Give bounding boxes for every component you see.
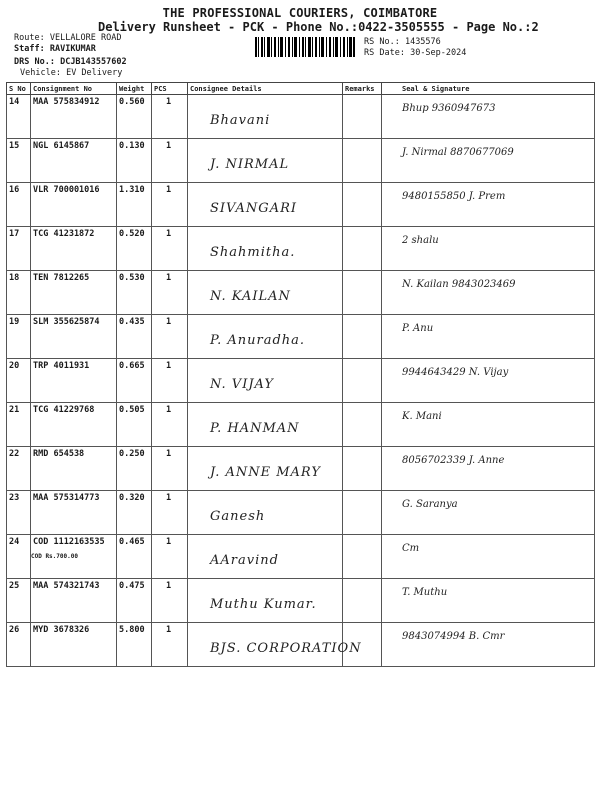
pcs-cell: 1 — [152, 139, 188, 183]
signature-cell — [382, 315, 595, 359]
sno-cell: 26 — [7, 623, 31, 667]
consignee-cell — [188, 139, 343, 183]
col-remarks: Remarks — [343, 83, 382, 95]
consignee-cell — [188, 623, 362, 667]
pcs-cell: 1 — [152, 403, 188, 447]
signature-cell — [382, 95, 595, 139]
drs-label: DRS No.: — [14, 57, 55, 67]
sno-cell: 17 — [7, 227, 31, 271]
table-body — [7, 95, 595, 667]
route-line — [14, 33, 122, 43]
handwritten-consignee-name: Ganesh — [210, 509, 266, 524]
consignment-cell — [31, 359, 117, 403]
rs-no-line — [364, 37, 441, 47]
staff-label: Staff: — [14, 44, 45, 54]
handwritten-consignee-name: J. NIRMAL — [210, 157, 290, 172]
vehicle-label: Vehicle: — [20, 68, 61, 78]
handwritten-signature: K. Mani — [402, 411, 442, 422]
handwritten-consignee-name: Shahmitha. — [210, 245, 296, 260]
signature-cell — [382, 271, 595, 315]
pcs-cell: 1 — [152, 359, 188, 403]
weight-cell: 0.505 — [117, 403, 152, 447]
handwritten-signature: 9480155850 J. Prem — [402, 191, 506, 202]
remarks-cell — [343, 183, 382, 227]
table-row — [7, 623, 595, 667]
signature-cell — [382, 579, 595, 623]
pcs-cell: 1 — [152, 447, 188, 491]
consignee-cell — [188, 183, 343, 227]
consignment-cell — [31, 315, 117, 359]
consignment-cell — [31, 139, 117, 183]
rs-date-label: RS Date: — [364, 48, 405, 58]
table-row — [7, 183, 595, 227]
consignment-cell — [31, 403, 117, 447]
table-row — [7, 491, 595, 535]
pcs-cell: 1 — [152, 491, 188, 535]
weight-cell: 0.520 — [117, 227, 152, 271]
rs-date-line — [364, 48, 466, 58]
signature-cell — [382, 139, 595, 183]
col-consignment: Consignment No — [31, 83, 117, 95]
consignment-number: COD 1112163535 — [33, 537, 105, 547]
table-row — [7, 403, 595, 447]
consignee-cell — [188, 579, 343, 623]
company-title: THE PROFESSIONAL COURIERS, COIMBATORE — [162, 6, 438, 20]
weight-cell: 0.665 — [117, 359, 152, 403]
consignment-cell — [31, 623, 117, 667]
consignment-number: RMD 654538 — [33, 449, 85, 459]
consignee-cell — [188, 271, 343, 315]
rs-no-value: 1435576 — [404, 37, 441, 47]
rs-date-value: 30-Sep-2024 — [410, 48, 467, 58]
handwritten-consignee-name: N. KAILAN — [210, 289, 291, 304]
consignee-cell — [188, 491, 343, 535]
runsheet-title: Delivery Runsheet - PCK - Phone No.:0422-3505555 - Page No.:2 — [98, 20, 539, 34]
signature-cell — [382, 535, 595, 579]
handwritten-signature: J. Nirmal 8870677069 — [402, 147, 514, 158]
pcs-cell: 1 — [152, 183, 188, 227]
signature-cell — [382, 183, 595, 227]
remarks-cell — [343, 359, 382, 403]
route-value: VELLALORE ROAD — [49, 33, 122, 43]
sno-cell: 19 — [7, 315, 31, 359]
handwritten-consignee-name: J. ANNE MARY — [210, 465, 321, 480]
signature-cell — [382, 403, 595, 447]
signature-cell — [382, 227, 595, 271]
remarks-cell — [343, 579, 382, 623]
consignment-cell — [31, 579, 117, 623]
runsheet-table — [6, 82, 595, 667]
table-row — [7, 139, 595, 183]
table-row — [7, 359, 595, 403]
handwritten-signature: Cm — [402, 543, 420, 554]
remarks-cell — [343, 139, 382, 183]
consignee-cell — [188, 95, 343, 139]
handwritten-consignee-name: BJS. CORPORATION — [210, 641, 362, 656]
signature-cell — [382, 447, 595, 491]
col-weight: Weight — [117, 83, 152, 95]
sno-cell: 23 — [7, 491, 31, 535]
consignment-number: NGL 6145867 — [33, 141, 90, 151]
handwritten-signature: Bhup 9360947673 — [402, 103, 496, 114]
consignment-cell — [31, 491, 117, 535]
rs-no-label: RS No.: — [364, 37, 400, 47]
consignment-number: TRP 4011931 — [33, 361, 90, 371]
sno-cell: 24 — [7, 535, 31, 579]
pcs-cell: 1 — [152, 227, 188, 271]
sno-cell: 25 — [7, 579, 31, 623]
handwritten-signature: 2 shalu — [402, 235, 439, 246]
vehicle-line — [20, 68, 122, 78]
sno-cell: 22 — [7, 447, 31, 491]
signature-cell — [382, 359, 595, 403]
handwritten-signature: P. Anu — [402, 323, 434, 334]
consignment-number: TEN 7812265 — [33, 273, 90, 283]
weight-cell: 1.310 — [117, 183, 152, 227]
sno-cell: 18 — [7, 271, 31, 315]
col-pcs: PCS — [152, 83, 188, 95]
col-consignee: Consignee Details — [188, 83, 343, 95]
consignee-cell — [188, 403, 343, 447]
table-row — [7, 447, 595, 491]
table-row — [7, 535, 595, 579]
weight-cell: 0.465 — [117, 535, 152, 579]
consignment-cell — [31, 535, 117, 579]
drs-line — [14, 57, 127, 67]
sno-cell: 14 — [7, 95, 31, 139]
staff-line — [14, 44, 96, 54]
pcs-cell: 1 — [152, 95, 188, 139]
pcs-cell: 1 — [152, 271, 188, 315]
signature-cell — [382, 623, 595, 667]
drs-value: DCJB143557602 — [60, 57, 127, 67]
pcs-cell: 1 — [152, 579, 188, 623]
handwritten-consignee-name: Bhavani — [210, 113, 271, 128]
consignment-number: TCG 41231872 — [33, 229, 95, 239]
barcode-icon — [255, 37, 355, 57]
pcs-cell: 1 — [152, 535, 188, 579]
remarks-cell — [343, 95, 382, 139]
staff-value: RAVIKUMAR — [49, 44, 96, 54]
weight-cell: 0.435 — [117, 315, 152, 359]
weight-cell: 0.530 — [117, 271, 152, 315]
remarks-cell — [343, 315, 382, 359]
remarks-cell — [343, 271, 382, 315]
sno-cell: 21 — [7, 403, 31, 447]
table-row — [7, 95, 595, 139]
table-row — [7, 271, 595, 315]
consignment-number: MAA 575314773 — [33, 493, 100, 503]
remarks-cell — [343, 535, 382, 579]
pcs-cell: 1 — [152, 315, 188, 359]
weight-cell: 0.250 — [117, 447, 152, 491]
table-header-row — [7, 83, 595, 95]
consignee-cell — [188, 359, 343, 403]
handwritten-consignee-name: SIVANGARI — [210, 201, 298, 216]
handwritten-consignee-name: P. Anuradha. — [210, 333, 306, 348]
table-row — [7, 227, 595, 271]
consignment-cell — [31, 271, 117, 315]
handwritten-consignee-name: N. VIJAY — [210, 377, 274, 392]
col-seal: Seal & Signature — [382, 83, 595, 95]
remarks-cell — [343, 227, 382, 271]
consignment-cell — [31, 227, 117, 271]
signature-cell — [382, 491, 595, 535]
consignee-cell — [188, 447, 343, 491]
handwritten-signature: G. Saranya — [402, 499, 458, 510]
consignment-number: MYD 3678326 — [33, 625, 90, 635]
handwritten-consignee-name: Muthu Kumar. — [210, 597, 317, 612]
handwritten-signature: 8056702339 J. Anne — [402, 455, 505, 466]
consignment-number: SLM 355625874 — [33, 317, 100, 327]
consignee-cell — [188, 227, 343, 271]
handwritten-consignee-name: P. HANMAN — [210, 421, 300, 436]
weight-cell: 0.320 — [117, 491, 152, 535]
consignment-number: MAA 575834912 — [33, 97, 100, 107]
cod-amount: COD Rs.700.00 — [31, 553, 78, 560]
handwritten-signature: T. Muthu — [402, 587, 448, 598]
consignment-cell — [31, 447, 117, 491]
col-sno: S No — [7, 83, 31, 95]
handwritten-signature: 9944643429 N. Vijay — [402, 367, 509, 378]
weight-cell: 0.560 — [117, 95, 152, 139]
handwritten-consignee-name: AAravind — [210, 553, 279, 568]
weight-cell: 0.130 — [117, 139, 152, 183]
remarks-cell — [343, 403, 382, 447]
consignment-cell — [31, 183, 117, 227]
vehicle-value: EV Delivery — [66, 68, 123, 78]
consignment-number: VLR 700001016 — [33, 185, 100, 195]
weight-cell: 0.475 — [117, 579, 152, 623]
remarks-cell — [343, 491, 382, 535]
handwritten-signature: N. Kailan 9843023469 — [402, 279, 516, 290]
consignment-number: TCG 41229768 — [33, 405, 95, 415]
pcs-cell: 1 — [152, 623, 188, 667]
handwritten-signature: 9843074994 B. Cmr — [402, 631, 505, 642]
consignee-cell — [188, 535, 343, 579]
consignee-cell — [188, 315, 343, 359]
sno-cell: 16 — [7, 183, 31, 227]
consignment-number: MAA 574321743 — [33, 581, 100, 591]
table-row — [7, 579, 595, 623]
weight-cell: 5.800 — [117, 623, 152, 667]
sno-cell: 20 — [7, 359, 31, 403]
sno-cell: 15 — [7, 139, 31, 183]
consignment-cell — [31, 95, 117, 139]
remarks-cell — [343, 447, 382, 491]
table-row — [7, 315, 595, 359]
route-label: Route: — [14, 33, 45, 43]
